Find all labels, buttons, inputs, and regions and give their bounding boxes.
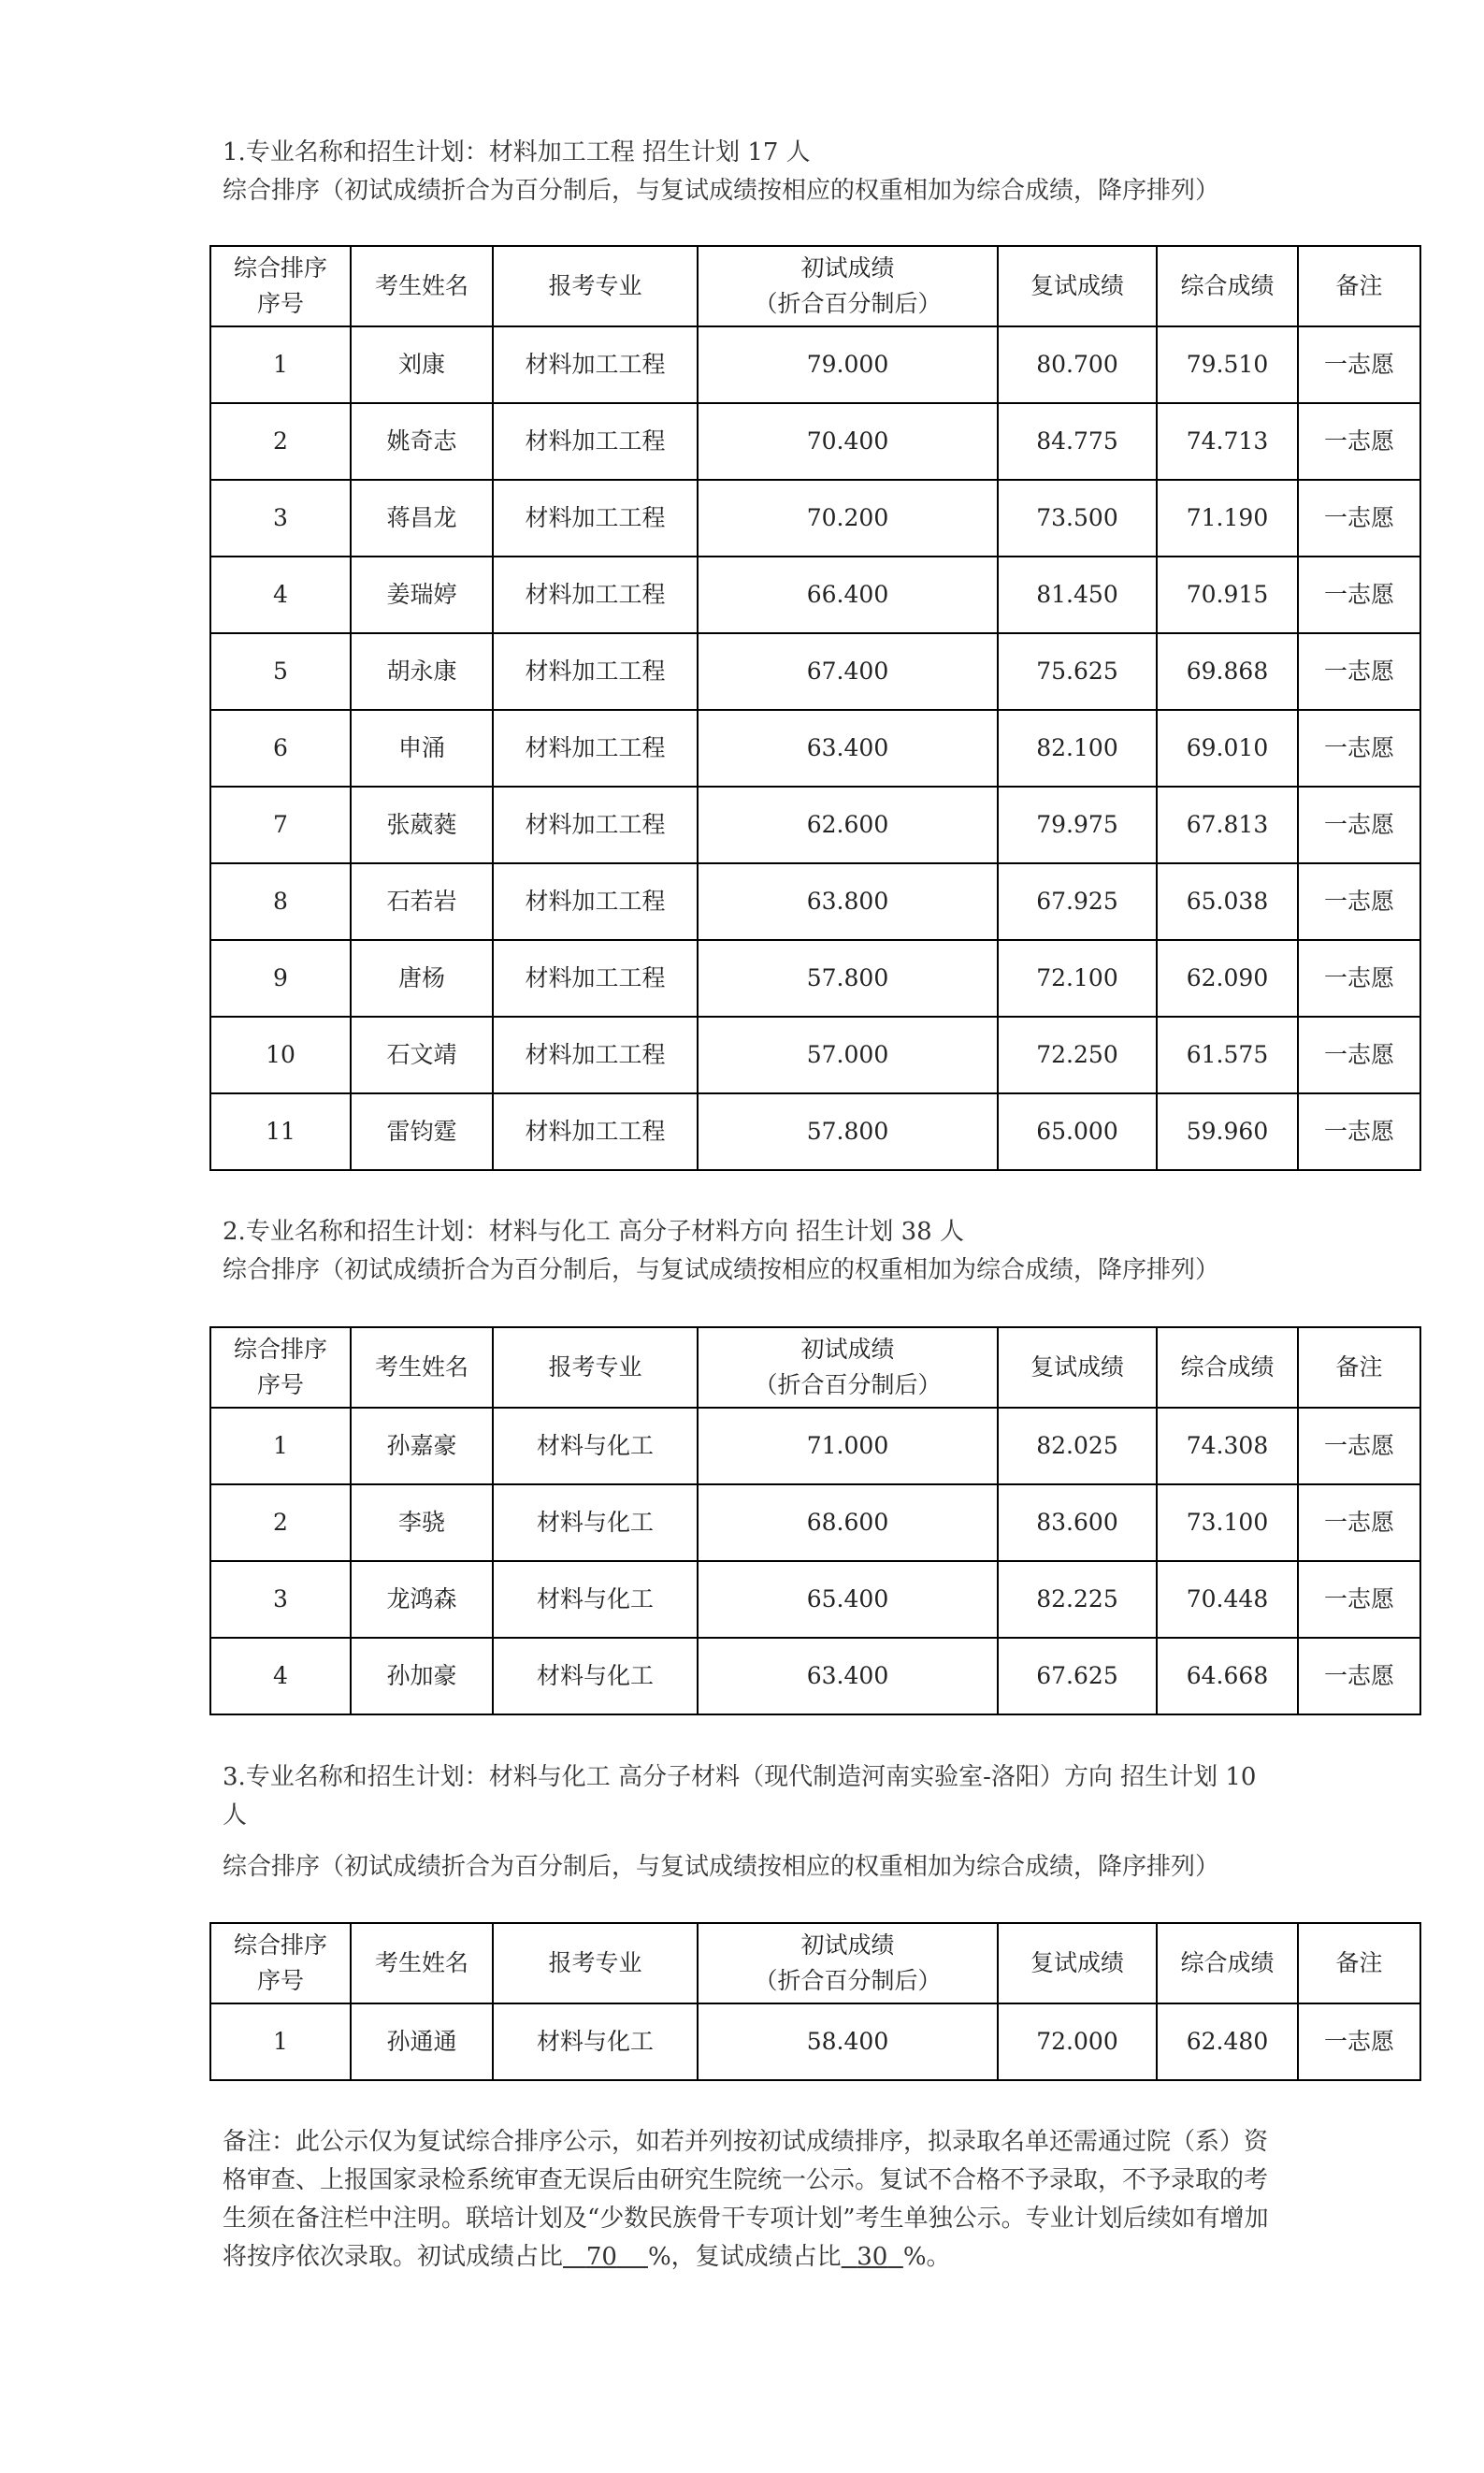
cell-rank: 3 <box>210 480 351 557</box>
cell-initial-score: 63.400 <box>698 710 998 787</box>
cell-total-score: 61.575 <box>1157 1017 1298 1093</box>
header-name: 考生姓名 <box>351 246 493 326</box>
cell-rank: 10 <box>210 1017 351 1093</box>
cell-name: 孙嘉豪 <box>351 1408 493 1484</box>
cell-retest-score: 72.000 <box>998 2003 1157 2080</box>
table-header-row <box>210 1923 1420 2003</box>
section-3-heading <box>223 1758 1270 1887</box>
cell-remark: 一志愿 <box>1298 787 1420 863</box>
section-description: 综合排序（初试成绩折合为百分制后，与复试成绩按相应的权重相加为综合成绩，降序排列） <box>223 1853 1220 1881</box>
section-1-heading <box>223 134 1270 210</box>
header-initial-score: 初试成绩 （折合百分制后） <box>698 1923 998 2003</box>
cell-retest-score: 81.450 <box>998 557 1157 633</box>
cell-initial-score: 58.400 <box>698 2003 998 2080</box>
cell-initial-score: 70.200 <box>698 480 998 557</box>
cell-initial-score: 68.600 <box>698 1484 998 1561</box>
cell-initial-score: 57.800 <box>698 1093 998 1170</box>
cell-name: 龙鸿森 <box>351 1561 493 1638</box>
table-row <box>210 863 1420 940</box>
cell-initial-score: 66.400 <box>698 557 998 633</box>
header-major: 报考专业 <box>493 1923 698 2003</box>
note-end: %。 <box>902 2243 951 2271</box>
cell-remark: 一志愿 <box>1298 1484 1420 1561</box>
cell-name: 孙加豪 <box>351 1638 493 1714</box>
cell-rank: 1 <box>210 326 351 403</box>
table-row <box>210 480 1420 557</box>
cell-major: 材料与化工 <box>493 2003 698 2080</box>
cell-total-score: 62.090 <box>1157 940 1298 1017</box>
cell-name: 李骁 <box>351 1484 493 1561</box>
section-description: 综合排序（初试成绩折合为百分制后，与复试成绩按相应的权重相加为综合成绩，降序排列） <box>223 1256 1220 1284</box>
cell-name: 石若岩 <box>351 863 493 940</box>
table-row <box>210 1638 1420 1714</box>
cell-retest-score: 73.500 <box>998 480 1157 557</box>
cell-retest-score: 79.975 <box>998 787 1157 863</box>
header-retest-score: 复试成绩 <box>998 246 1157 326</box>
cell-remark: 一志愿 <box>1298 710 1420 787</box>
cell-rank: 4 <box>210 1638 351 1714</box>
cell-retest-score: 72.100 <box>998 940 1157 1017</box>
cell-remark: 一志愿 <box>1298 1017 1420 1093</box>
cell-major: 材料加工工程 <box>493 557 698 633</box>
cell-total-score: 69.010 <box>1157 710 1298 787</box>
cell-remark: 一志愿 <box>1298 557 1420 633</box>
header-initial-score: 初试成绩 （折合百分制后） <box>698 1327 998 1408</box>
table-row <box>210 403 1420 480</box>
table-row <box>210 557 1420 633</box>
cell-remark: 一志愿 <box>1298 403 1420 480</box>
cell-name: 刘康 <box>351 326 493 403</box>
cell-initial-score: 63.400 <box>698 1638 998 1714</box>
cell-retest-score: 80.700 <box>998 326 1157 403</box>
cell-major: 材料加工工程 <box>493 633 698 710</box>
cell-retest-score: 83.600 <box>998 1484 1157 1561</box>
table-row <box>210 1408 1420 1484</box>
cell-initial-score: 57.800 <box>698 940 998 1017</box>
header-major: 报考专业 <box>493 246 698 326</box>
cell-major: 材料加工工程 <box>493 326 698 403</box>
cell-name: 唐杨 <box>351 940 493 1017</box>
cell-initial-score: 57.000 <box>698 1017 998 1093</box>
initial-weight: 70 <box>585 2243 617 2271</box>
cell-total-score: 64.668 <box>1157 1638 1298 1714</box>
note-text: 备注：此公示仅为复试综合排序公示，如若并列按初试成绩排序，拟录取名单还需通过院（系）资格审查、上报国家录检系统审查无误后由研究生院统一公示。复试不合格不予录取，不予录取的考生须在备注栏中注明。联培计划及“少数民族骨干专项计划”考生单独公示。专业计划后续如有增加将按序依次录取。初试成绩占比 <box>223 2128 1269 2271</box>
cell-initial-score: 67.400 <box>698 633 998 710</box>
cell-name: 雷钧霆 <box>351 1093 493 1170</box>
cell-remark: 一志愿 <box>1298 1638 1420 1714</box>
cell-remark: 一志愿 <box>1298 633 1420 710</box>
cell-initial-score: 71.000 <box>698 1408 998 1484</box>
cell-name: 张葳蕤 <box>351 787 493 863</box>
table-row <box>210 787 1420 863</box>
cell-major: 材料与化工 <box>493 1484 698 1561</box>
table-row <box>210 940 1420 1017</box>
cell-total-score: 73.100 <box>1157 1484 1298 1561</box>
cell-retest-score: 82.025 <box>998 1408 1157 1484</box>
table-row <box>210 1093 1420 1170</box>
cell-rank: 5 <box>210 633 351 710</box>
footnote <box>223 2123 1270 2277</box>
cell-name: 姜瑞婷 <box>351 557 493 633</box>
cell-rank: 11 <box>210 1093 351 1170</box>
section-title: 3.专业名称和招生计划：材料与化工 高分子材料（现代制造河南实验室-洛阳）方向 招生计划 10 人 <box>223 1763 1257 1829</box>
cell-rank: 7 <box>210 787 351 863</box>
cell-remark: 一志愿 <box>1298 863 1420 940</box>
cell-total-score: 79.510 <box>1157 326 1298 403</box>
cell-total-score: 65.038 <box>1157 863 1298 940</box>
cell-initial-score: 70.400 <box>698 403 998 480</box>
cell-total-score: 62.480 <box>1157 2003 1298 2080</box>
cell-major: 材料加工工程 <box>493 1017 698 1093</box>
cell-remark: 一志愿 <box>1298 940 1420 1017</box>
table-row <box>210 2003 1420 2080</box>
header-remark: 备注 <box>1298 246 1420 326</box>
cell-rank: 8 <box>210 863 351 940</box>
section-2-heading <box>223 1213 1270 1290</box>
cell-major: 材料加工工程 <box>493 480 698 557</box>
cell-total-score: 59.960 <box>1157 1093 1298 1170</box>
cell-remark: 一志愿 <box>1298 326 1420 403</box>
cell-rank: 1 <box>210 2003 351 2080</box>
ranking-table-3 <box>209 1922 1421 2081</box>
cell-total-score: 70.915 <box>1157 557 1298 633</box>
cell-initial-score: 62.600 <box>698 787 998 863</box>
cell-retest-score: 72.250 <box>998 1017 1157 1093</box>
cell-total-score: 67.813 <box>1157 787 1298 863</box>
cell-rank: 2 <box>210 403 351 480</box>
cell-major: 材料加工工程 <box>493 863 698 940</box>
note-mid: %，复试成绩占比 <box>647 2243 842 2271</box>
cell-name: 蒋昌龙 <box>351 480 493 557</box>
table-row <box>210 710 1420 787</box>
cell-retest-score: 67.925 <box>998 863 1157 940</box>
table-header-row <box>210 1327 1420 1408</box>
cell-total-score: 74.713 <box>1157 403 1298 480</box>
ranking-table-2 <box>209 1326 1421 1715</box>
table-row <box>210 326 1420 403</box>
cell-rank: 2 <box>210 1484 351 1561</box>
cell-name: 申涌 <box>351 710 493 787</box>
header-retest-score: 复试成绩 <box>998 1923 1157 2003</box>
table-header-row <box>210 246 1420 326</box>
cell-initial-score: 63.800 <box>698 863 998 940</box>
table-row <box>210 1561 1420 1638</box>
cell-retest-score: 65.000 <box>998 1093 1157 1170</box>
section-description: 综合排序（初试成绩折合为百分制后，与复试成绩按相应的权重相加为综合成绩，降序排列） <box>223 177 1220 205</box>
cell-retest-score: 82.225 <box>998 1561 1157 1638</box>
table-row <box>210 633 1420 710</box>
table-row <box>210 1017 1420 1093</box>
cell-major: 材料与化工 <box>493 1408 698 1484</box>
header-name: 考生姓名 <box>351 1327 493 1408</box>
header-rank: 综合排序 序号 <box>210 1923 351 2003</box>
cell-retest-score: 75.625 <box>998 633 1157 710</box>
section-title: 2.专业名称和招生计划：材料与化工 高分子材料方向 招生计划 38 人 <box>223 1218 964 1246</box>
cell-major: 材料加工工程 <box>493 1093 698 1170</box>
cell-name: 姚奇志 <box>351 403 493 480</box>
cell-major: 材料与化工 <box>493 1561 698 1638</box>
section-title: 1.专业名称和招生计划：材料加工工程 招生计划 17 人 <box>223 138 811 166</box>
cell-remark: 一志愿 <box>1298 1093 1420 1170</box>
cell-rank: 4 <box>210 557 351 633</box>
header-total-score: 综合成绩 <box>1157 1327 1298 1408</box>
header-retest-score: 复试成绩 <box>998 1327 1157 1408</box>
cell-initial-score: 65.400 <box>698 1561 998 1638</box>
cell-total-score: 71.190 <box>1157 480 1298 557</box>
cell-retest-score: 84.775 <box>998 403 1157 480</box>
cell-major: 材料加工工程 <box>493 940 698 1017</box>
cell-remark: 一志愿 <box>1298 1561 1420 1638</box>
header-total-score: 综合成绩 <box>1157 1923 1298 2003</box>
header-major: 报考专业 <box>493 1327 698 1408</box>
header-initial-score: 初试成绩 （折合百分制后） <box>698 246 998 326</box>
ranking-table-1 <box>209 245 1421 1171</box>
cell-remark: 一志愿 <box>1298 1408 1420 1484</box>
cell-name: 孙通通 <box>351 2003 493 2080</box>
header-name: 考生姓名 <box>351 1923 493 2003</box>
cell-total-score: 69.868 <box>1157 633 1298 710</box>
cell-rank: 3 <box>210 1561 351 1638</box>
table-row <box>210 1484 1420 1561</box>
cell-major: 材料加工工程 <box>493 787 698 863</box>
cell-total-score: 70.448 <box>1157 1561 1298 1638</box>
cell-rank: 9 <box>210 940 351 1017</box>
cell-remark: 一志愿 <box>1298 480 1420 557</box>
header-remark: 备注 <box>1298 1923 1420 2003</box>
header-total-score: 综合成绩 <box>1157 246 1298 326</box>
header-rank: 综合排序 序号 <box>210 246 351 326</box>
header-remark: 备注 <box>1298 1327 1420 1408</box>
header-rank: 综合排序 序号 <box>210 1327 351 1408</box>
cell-name: 石文靖 <box>351 1017 493 1093</box>
cell-total-score: 74.308 <box>1157 1408 1298 1484</box>
cell-rank: 1 <box>210 1408 351 1484</box>
cell-rank: 6 <box>210 710 351 787</box>
cell-initial-score: 79.000 <box>698 326 998 403</box>
cell-retest-score: 67.625 <box>998 1638 1157 1714</box>
cell-major: 材料加工工程 <box>493 710 698 787</box>
cell-remark: 一志愿 <box>1298 2003 1420 2080</box>
cell-major: 材料加工工程 <box>493 403 698 480</box>
cell-name: 胡永康 <box>351 633 493 710</box>
cell-retest-score: 82.100 <box>998 710 1157 787</box>
retest-weight: 30 <box>857 2243 888 2271</box>
cell-major: 材料与化工 <box>493 1638 698 1714</box>
